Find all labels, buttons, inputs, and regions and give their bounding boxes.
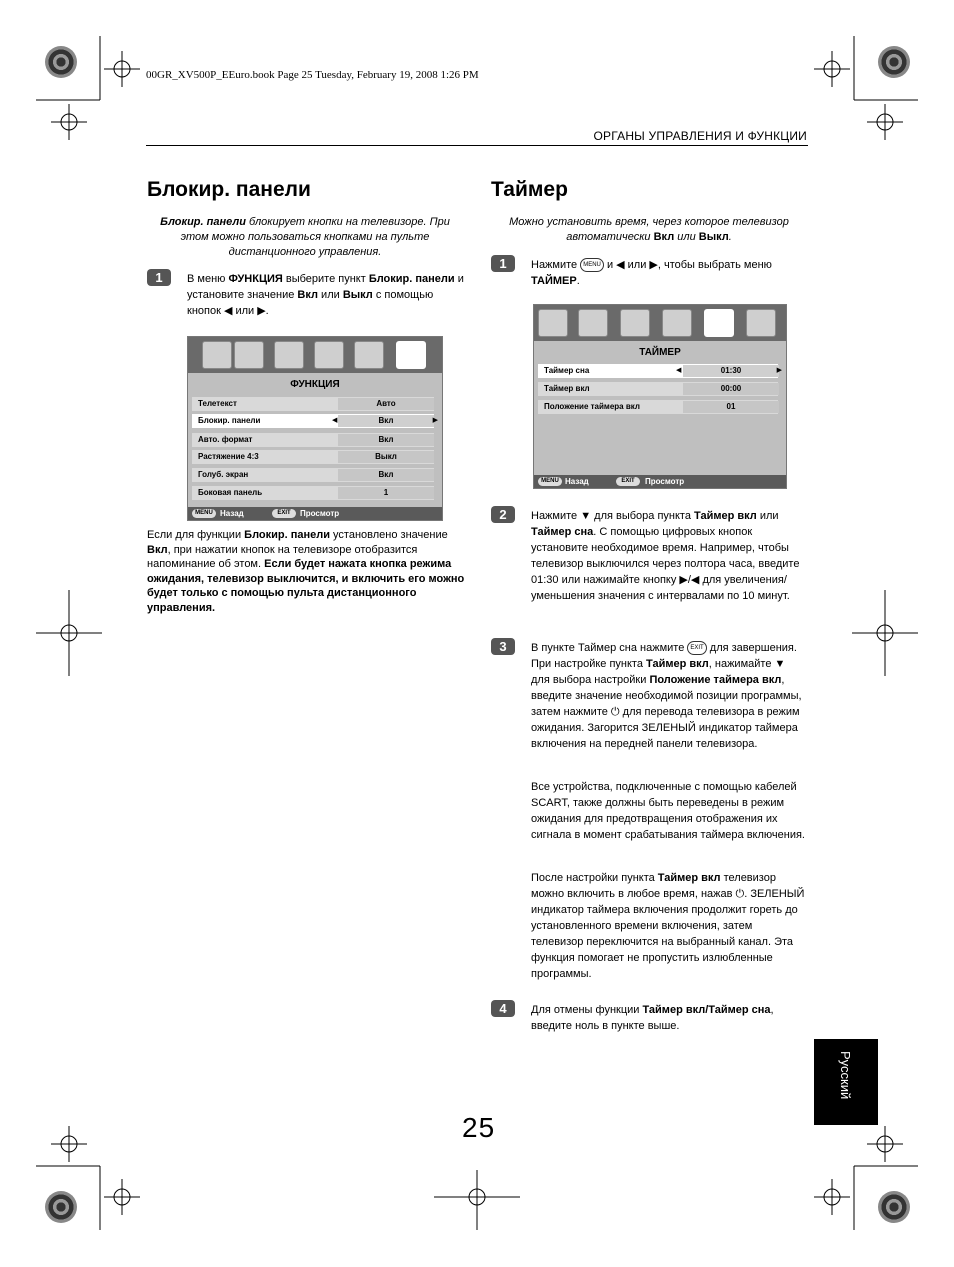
timer-icon	[704, 309, 734, 337]
connections-icon	[314, 341, 344, 369]
left-section-title: Блокир. панели	[147, 178, 311, 201]
menu-icon-bar	[188, 337, 442, 373]
right-step1-text: Нажмите MENU и ◀ или ▶, чтобы выбрать меню ТАЙМЕР.	[531, 259, 772, 287]
step-badge-3: 3	[491, 638, 515, 655]
menu-row: Телетекст Авто	[192, 397, 434, 411]
menu-title: ФУНКЦИЯ	[290, 379, 340, 390]
right-intro: Можно установить время, через которое телевизор автоматически Вкл или Выкл.	[509, 216, 789, 243]
sound-icon	[234, 341, 264, 369]
function-icon	[746, 309, 776, 337]
menu-row-selected: Таймер сна ◀ 01:30 ▶	[538, 364, 778, 378]
settings-icon	[274, 341, 304, 369]
picture-icon	[538, 309, 568, 337]
menu-row: Авто. формат Вкл	[192, 433, 434, 447]
function-icon	[396, 341, 426, 369]
header-rule	[146, 145, 808, 146]
page-number: 25	[462, 1112, 496, 1143]
menu-title: ТАЙМЕР	[639, 347, 681, 358]
sound-icon	[578, 309, 608, 337]
left-intro: Блокир. панели блокирует кнопки на телевизоре. При этом можно пользоваться кнопками на пульте дистанционного управления.	[160, 216, 450, 258]
menu-icon-bar	[534, 305, 786, 341]
menu-row: Голуб. экран Вкл	[192, 468, 434, 482]
left-note: Если для функции Блокир. панели установлено значение Вкл, при нажатии кнопок на телевизоре отобразится напоминание об этом. Если будет нажата кнопка режима ожидания, телевизор выключится, и включить его можно будет только с помощью пульта дистанционного управления.	[147, 529, 465, 614]
menu-row: Таймер вкл 00:00	[538, 382, 778, 396]
menu-row: Растяжение 4:3 Выкл	[192, 450, 434, 464]
menu-row-selected: Блокир. панели ◀ Вкл ▶	[192, 414, 434, 428]
step-badge-1: 1	[491, 255, 515, 272]
after-setup-paragraph: После настройки пункта Таймер вкл телевизор можно включить в любое время, нажав ⏻. ЗЕЛЕНЫЙ индикатор таймера включения продолжит гореть до установленного времени включения, затем телевизор переключится на выбранный канал. Эта функция помогает не пропустить излюбленные программы.	[531, 872, 805, 980]
left-step1-text: В меню ФУНКЦИЯ выберите пункт Блокир. панели и установите значение Вкл или Выкл с помощью кнопок ◀ или ▶.	[187, 273, 464, 317]
right-section-title: Таймер	[491, 178, 568, 201]
step-badge-1: 1	[147, 269, 171, 286]
timer-icon	[354, 341, 384, 369]
menu-button-icon: MENU	[580, 258, 604, 272]
right-step3-text: В пункте Таймер сна нажмите EXIT для завершения. При настройке пункта Таймер вкл, нажимайте ▼ для выбора настройки Положение таймера вкл, введите значение необходимой позиции программы, затем нажмите ⏻ для перевода телевизора в режим ожидания. Загорится ЗЕЛЕНЫЙ индикатор таймера включения на передней панели телевизора.	[531, 642, 802, 750]
timer-menu-screenshot	[533, 304, 787, 489]
right-step4-text: Для отмены функции Таймер вкл/Таймер сна, введите ноль в пункте выше.	[531, 1004, 774, 1032]
function-menu-screenshot	[187, 336, 443, 521]
menu-row: Боковая панель 1	[192, 486, 434, 500]
menu-footer: MENU Назад EXIT Просмотр	[534, 475, 786, 488]
menu-footer: MENU Назад EXIT Просмотр	[188, 507, 442, 520]
connections-icon	[662, 309, 692, 337]
step-badge-2: 2	[491, 506, 515, 523]
settings-icon	[620, 309, 650, 337]
language-tab: Русский	[814, 1039, 878, 1125]
scart-paragraph: Все устройства, подключенные с помощью кабелей SCART, также должны быть переведены в режим ожидания для предотвращения отображения их сигнала в момент срабатывания таймера включения.	[531, 781, 805, 841]
book-header: 00GR_XV500P_EEuro.book Page 25 Tuesday, February 19, 2008 1:26 PM	[146, 69, 479, 81]
right-step2-text: Нажмите ▼ для выбора пункта Таймер вкл или Таймер сна. С помощью цифровых кнопок установите необходимое время. Например, чтобы телевизор выключился через полтора часа, введите 01:30 или нажимайте кнопку ▶/◀ для увеличения/уменьшения значения с интервалами по 10 минут.	[531, 510, 800, 602]
step-badge-4: 4	[491, 1000, 515, 1017]
exit-button-icon: EXIT	[687, 641, 706, 655]
section-header: ОРГАНЫ УПРАВЛЕНИЯ И ФУНКЦИИ	[593, 129, 807, 143]
menu-row: Положение таймера вкл 01	[538, 400, 778, 414]
picture-icon	[202, 341, 232, 369]
